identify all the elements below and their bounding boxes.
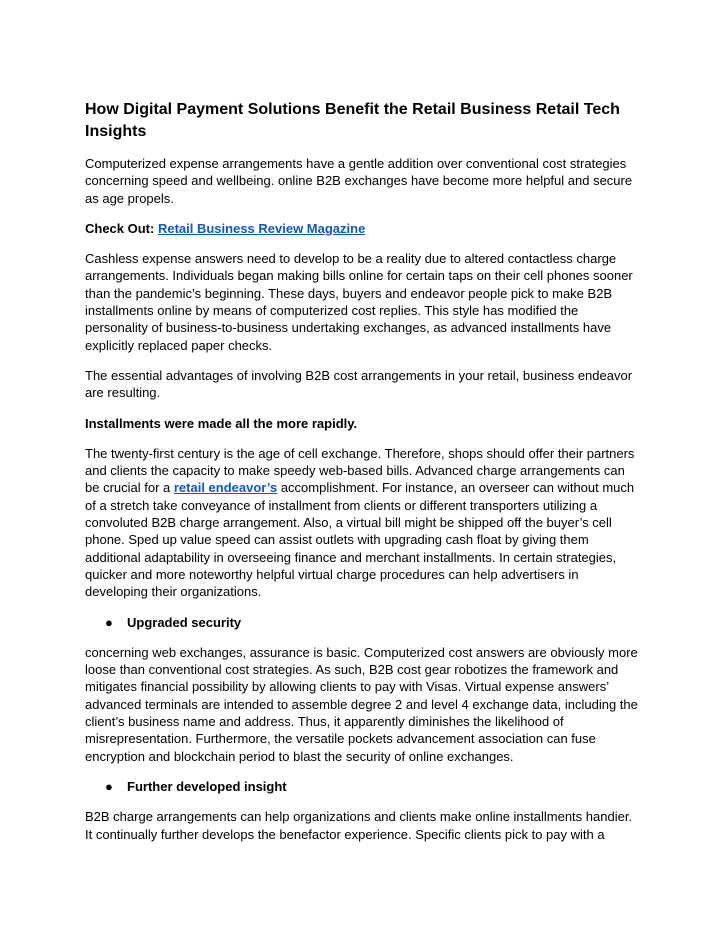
security-bullet-list (85, 614, 640, 631)
rapid-text-after-link: accomplishment. For instance, an overseer can without much of a stretch take conveyance of installment from clients or different transporters utilizing a convoluted B2B charge arrangement. Also, a virtual bill might be shipped off the buyer’s cell phone. Sped up value speed can assist outlets with upgrading cash float by giving them additional adaptability in overseeing finance and merchant installments. In certain strategies, quicker and more noteworthy helpful virtual charge procedures can help advertisers in developing their organizations. (85, 480, 635, 600)
bullet-dot-icon: ● (105, 778, 113, 794)
intro-paragraph: Computerized expense arrangements have a gentle addition over conventional cost strategies concerning speed and wellbeing. online B2B exchanges have become more helpful and secure as age propels. (85, 156, 633, 206)
check-out-line (85, 220, 640, 237)
advantages-paragraph: The essential advantages of involving B2B cost arrangements in your retail, business endeavor are resulting. (85, 367, 633, 401)
retail-endeavor-link[interactable]: retail endeavor’s (173, 480, 278, 496)
rapid-text-before-link: The twenty-first century is the age of cell exchange. Therefore, shops should offer their partners and clients the capacity to make speedy web-based bills. Advanced charge arrangements can be crucial for a (85, 445, 635, 496)
bullet-dot-icon: ● (105, 614, 113, 630)
insight-bullet-item (85, 778, 640, 795)
security-bullet-item (85, 614, 640, 631)
rapid-installments-heading: Installments were made all the more rapidly. (85, 415, 358, 431)
cashless-paragraph: Cashless expense answers need to develop to be a reality due to altered contactless charge arrangements. Individuals began making bills online for certain taps on their cell phones sooner than the pandemic’s beginning. These days, buyers and endeavor people pick to make B2B installments online by means of computerized cost replies. This style has modified the personality of business-to-business undertaking exchanges, as advanced installments have explicitly replaced paper checks. (85, 251, 633, 353)
retail-business-review-link[interactable]: Retail Business Review Magazine (157, 220, 366, 236)
insight-bullet-label: Further developed insight (127, 778, 287, 794)
check-out-label: Check Out: (85, 220, 158, 236)
insight-paragraph: B2B charge arrangements can help organizations and clients make online installments handier. It continually further develops the benefactor experience. Specific clients pick to pay with a (85, 809, 633, 842)
rapid-installments-paragraph (85, 445, 640, 601)
security-bullet-label: Upgraded security (127, 614, 242, 630)
article-title: How Digital Payment Solutions Benefit the Retail Business Retail Tech Insights (85, 101, 620, 140)
security-paragraph: concerning web exchanges, assurance is basic. Computerized cost answers are obviously more loose than conventional cost strategies. As such, B2B cost gear robotizes the framework and mitigates financial possibility by allowing clients to pay with Visas. Virtual expense answers’ advanced terminals are intended to assemble degree 2 and level 4 exchange data, including the client’s business name and address. Thus, it apparently diminishes the likelihood of misrepresentation. Furthermore, the versatile pockets advancement association can fuse encryption and blockchain period to blast the security of online exchanges. (85, 644, 638, 764)
insight-bullet-list (85, 778, 640, 795)
